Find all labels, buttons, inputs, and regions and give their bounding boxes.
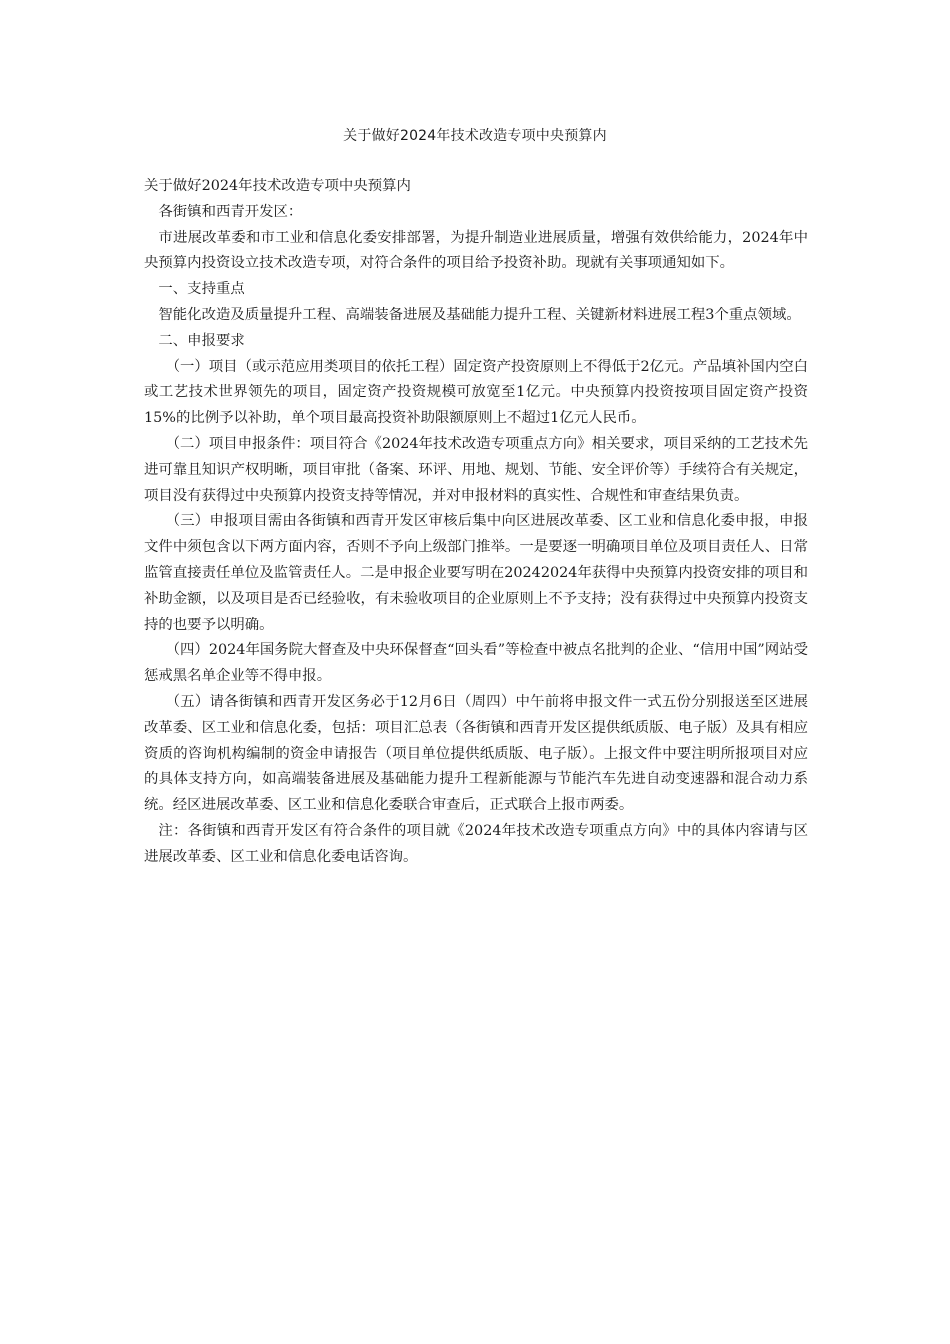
requirement-3: （三）申报项目需由各街镇和西青开发区审核后集中向区进展改革委、区工业和信息化委申报，申报文件中须包含以下两方面内容，否则不予向上级部门推举。一是要逐一明确项目单位及项目责任人、日常监管直接责任单位及监管责任人。二是申报企业要写明在20242024年获得中央预算内投资安排的项目和补助金额，以及项目是否已经验收，有未验收项目的企业原则上不予支持；没有获得过中央预算内投资支持的也要予以明确。 [144, 513, 808, 633]
requirement-5: （五）请各街镇和西青开发区务必于12月6日（周四）中午前将申报文件一式五份分别报送至区进展改革委、区工业和信息化委，包括：项目汇总表（各街镇和西青开发区提供纸质版、电子版）及具有相应资质的咨询机构编制的资金申请报告（项目单位提供纸质版、电子版）。上报文件中要注明所报项目对应的具体支持方向，如高端装备进展及基础能力提升工程新能源与节能汽车先进自动变速器和混合动力系统。经区进展改革委、区工业和信息化委联合审查后，正式联合上报市两委。 [144, 693, 808, 814]
document-body [144, 174, 808, 871]
requirement-4: （四）2024年国务院大督查及中央环保督查“回头看”等检查中被点名批判的企业、“信用中国”网站受惩戒黑名单企业等不得申报。 [144, 642, 808, 685]
salutation: 各街镇和西青开发区： [158, 203, 303, 220]
body-heading: 关于做好2024年技术改造专项中央预算内 [144, 178, 411, 194]
requirement-1: （一）项目（或示范应用类项目的依托工程）固定资产投资原则上不得低于2亿元。产品填补国内空白或工艺技术世界领先的项目，固定资产投资规模可放宽至1亿元。中央预算内投资按项目固定资产投资15%的比例予以补助，单个项目最高投资补助限额原则上不超过1亿元人民币。 [144, 358, 808, 427]
requirement-2: （二）项目申报条件：项目符合《2024年技术改造专项重点方向》相关要求，项目采纳的工艺技术先进可靠且知识产权明晰，项目审批（备案、环评、用地、规划、节能、安全评价等）手续符合有关规定，项目没有获得过中央预算内投资支持等情况，并对申报材料的真实性、合规性和审查结果负责。 [144, 435, 808, 504]
section-heading-support-focus: 一、支持重点 [158, 281, 245, 298]
document-title: 关于做好2024年技术改造专项中央预算内 [343, 128, 607, 144]
note-paragraph: 注：各街镇和西青开发区有符合条件的项目就《2024年技术改造专项重点方向》中的具体内容请与区进展改革委、区工业和信息化委电话咨询。 [144, 822, 808, 865]
intro-paragraph: 市进展改革委和市工业和信息化委安排部署，为提升制造业进展质量，增强有效供给能力，2024年中央预算内投资设立技术改造专项，对符合条件的项目给予投资补助。现就有关事项通知如下。 [144, 229, 808, 272]
section-heading-requirements: 二、申报要求 [158, 332, 245, 349]
support-focus-paragraph: 智能化改造及质量提升工程、高端装备进展及基础能力提升工程、关键新材料进展工程3个重点领域。 [158, 306, 801, 323]
